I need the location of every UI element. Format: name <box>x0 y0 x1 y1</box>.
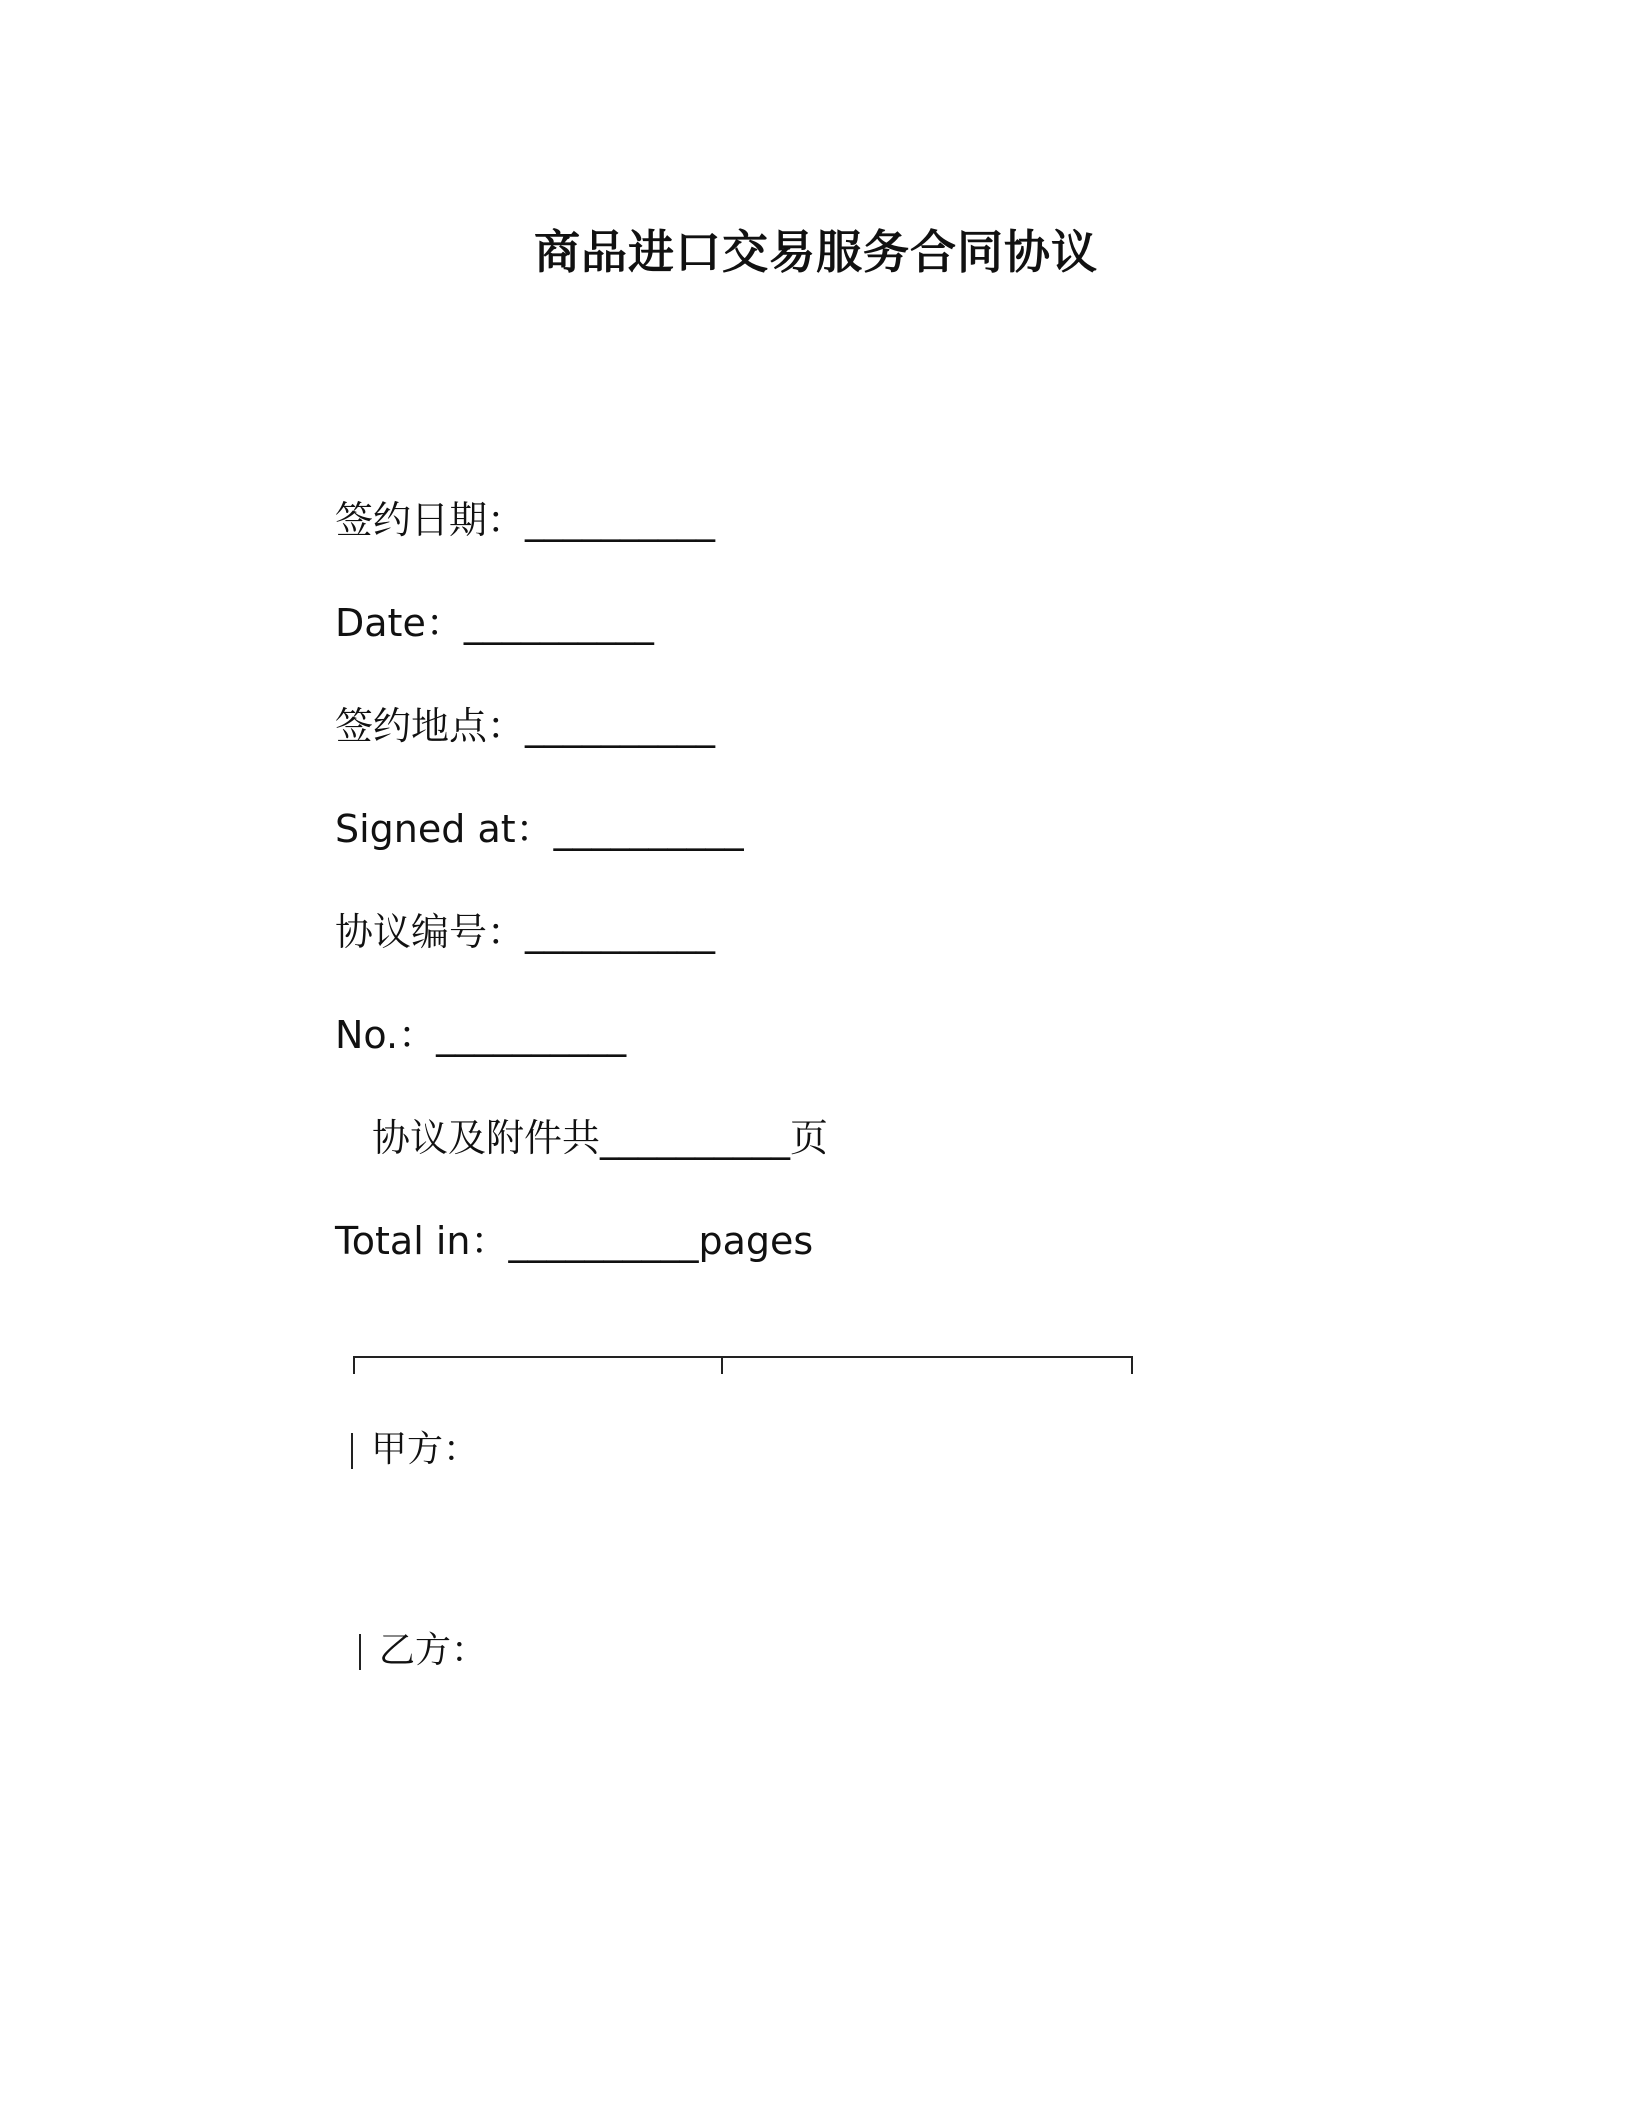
table-left-tick <box>353 1356 355 1374</box>
party-b-cell-border <box>359 1634 361 1670</box>
sign-place-en-row <box>335 804 744 854</box>
pages-cn-prefix: 协议及附件共 <box>372 1116 601 1160</box>
party-b-label: 乙方： <box>379 1630 488 1671</box>
document-title: 商品进口交易服务合同协议 <box>534 225 1098 279</box>
sign-date-en-row <box>335 598 654 648</box>
sign-place-cn-row <box>335 701 715 751</box>
sign-date-en-blank[interactable]: __________ <box>463 601 654 645</box>
agreement-no-en-blank[interactable]: __________ <box>436 1013 627 1057</box>
sign-place-en-label: Signed at： <box>335 807 554 851</box>
agreement-no-cn-row <box>335 907 715 957</box>
pages-cn-blank[interactable]: __________ <box>600 1116 791 1160</box>
pages-cn-suffix: 页 <box>790 1116 829 1160</box>
party-a-row <box>351 1426 479 1474</box>
sign-date-cn-label: 签约日期： <box>335 498 526 542</box>
sign-date-cn-row <box>335 495 715 545</box>
pages-cn-row <box>372 1113 828 1163</box>
sign-place-cn-label: 签约地点： <box>335 704 526 748</box>
agreement-no-en-label: No.： <box>335 1013 437 1057</box>
party-a-cell-border <box>351 1433 353 1469</box>
pages-en-blank[interactable]: __________ <box>508 1219 699 1263</box>
party-b-row <box>359 1627 487 1675</box>
agreement-no-cn-label: 协议编号： <box>335 910 526 954</box>
sign-place-en-blank[interactable]: __________ <box>553 807 744 851</box>
sign-date-cn-blank[interactable]: __________ <box>525 498 716 542</box>
sign-place-cn-blank[interactable]: __________ <box>525 704 716 748</box>
agreement-no-cn-blank[interactable]: __________ <box>525 910 716 954</box>
sign-date-en-label: Date： <box>335 601 464 645</box>
pages-en-suffix: pages <box>698 1219 814 1263</box>
table-right-tick <box>1131 1356 1133 1374</box>
pages-en-row <box>335 1216 813 1266</box>
party-a-label: 甲方： <box>371 1429 480 1470</box>
agreement-no-en-row <box>335 1010 626 1060</box>
table-middle-tick <box>721 1356 723 1374</box>
table-top-border <box>353 1356 1133 1358</box>
pages-en-prefix: Total in： <box>335 1219 509 1263</box>
